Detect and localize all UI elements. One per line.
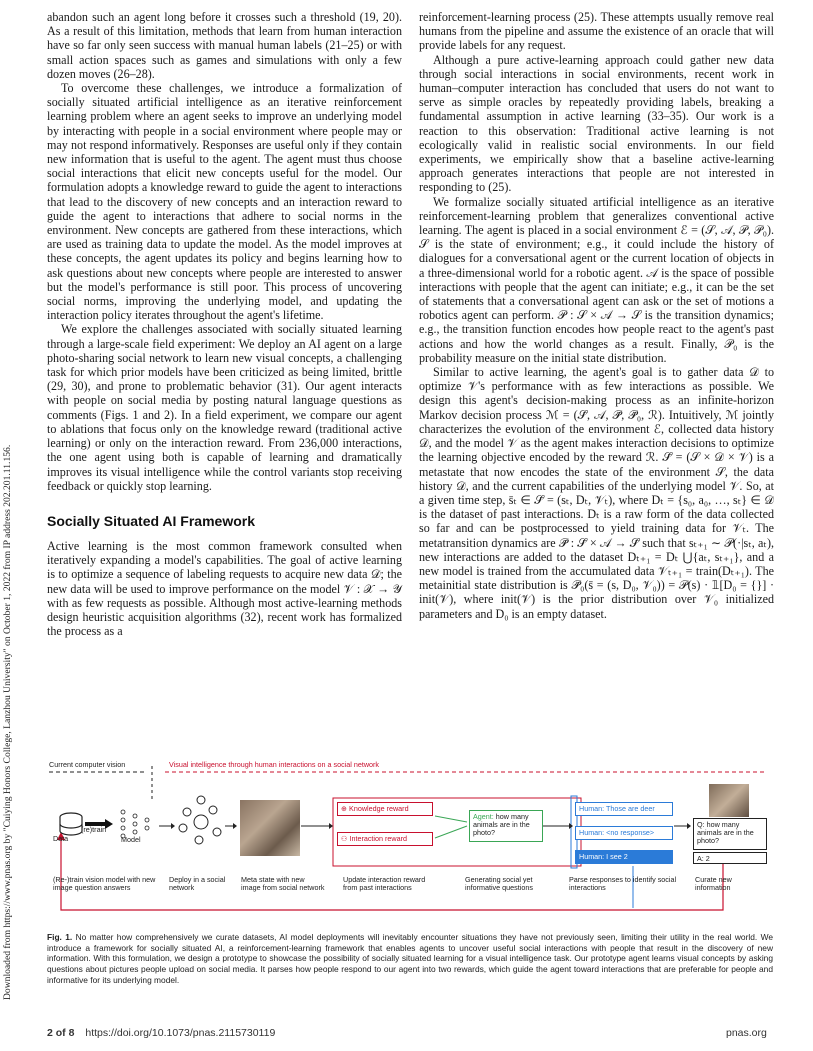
figure-caption xyxy=(47,932,773,986)
step-parse-responses: Parse responses to identify social interactions xyxy=(569,875,677,893)
doi-link[interactable]: https://doi.org/10.1073/pnas.2115730119 xyxy=(85,1027,276,1039)
agent-question: how many animals are in the photo? xyxy=(473,812,530,837)
step-deploy: Deploy in a social network xyxy=(169,875,226,893)
paragraph: Similar to active learning, the agent's goal is to gather data 𝒟 to optimize 𝒱's performance with as few interactions as possible. We design this agent's decision-making process as an infinite-horizon Markov decision process ℳ = (𝒮̄, 𝒜, 𝒫̄, 𝒫̄₀, ℛ). Intuitively, ℳ jointly characterizes the evolution of the environment ℰ, collected data history 𝒟, and the model 𝒱 as the agent makes interaction decisions to optimize the learning objective encoded by the reward ℛ. 𝒮̄ = (𝒮 × 𝒟 × 𝒱) is a metastate that now encodes the state of the environment 𝒮, the data history 𝒟, and the current capabilities of the underlying model 𝒱. So, at a given time step, s̄ₜ ∈ 𝒮̄ = (sₜ, Dₜ, 𝒱ₜ), where Dₜ = {s₀, a₀, …, sₜ} ∈ 𝒟 is the dataset of past interactions. Dₜ is a raw form of the data collected so far and can be postprocessed to yield training data for 𝒱ₜ. The metatransition dynamics are 𝒫̄ : 𝒮̄ × 𝒜 → 𝒮̄ such that sₜ₊₁ ∼ 𝒫(·|sₜ, aₜ), new interactions are added to the dataset Dₜ₊₁ = Dₜ ⋃{aₜ, sₜ₊₁}, and a new model is trained from the accumulated data 𝒱ₜ₊₁ = train(Dₜ₊₁). The metainitial state distribution is 𝒫̄₀(s̄ = (s, D₀, 𝒱₀)) = 𝒫(s) · 𝟙[D₀ = {}] · init(𝒱), where init(𝒱) is the prior distribution over 𝒱₀ initialized parameters and D₀ is an empty dataset. xyxy=(419,365,774,621)
step-update-reward: Update interaction reward from past interactions xyxy=(343,875,426,893)
caption-text: No matter how comprehensively we curate datasets, AI model deployments will inevitably encounter situations they have not previously seen, limiting their utility in the real world. We introduce a framework for socially situated AI, a reinforcement-learning framework that enables agents to uncover useful social interactions with people that result in the discovery of new information. With this formulation, we design a prototype to showcase the possibility of socially situated learning for a visual intelligence task. Our prototype agent learns visual concepts by asking questions about pictures people upload on social media. It parses how people respond to our agent into two rewards, which guide the agent toward interactions that are preferable for people and informative for its underlying model. xyxy=(47,932,773,985)
human-response-3: Human: I see 2 xyxy=(575,850,673,864)
download-sidebar xyxy=(2,300,16,1000)
paragraph: abandon such an agent long before it crosses such a threshold (19, 20). As a result of this limitation, methods that learn from human interaction have so far only seen success with manual human labels (21–25) or with small action spaces such as games and simulations with only a few dozen moves (26–28). xyxy=(47,10,402,81)
step-meta-state: Meta state with new image from social network xyxy=(241,875,325,893)
figure-1 xyxy=(47,760,775,930)
qa-answer-box: A: 2 xyxy=(693,852,767,864)
paragraph: Active learning is the most common framework consulted when iteratively expanding a model's capabilities. The goal of active learning is to optimize a sequence of labeling requests to acquire new data 𝒟; the new data will be used to improve performance on the model 𝒱 : 𝒳 → 𝒴 with as few requests as possible. Although most active-learning methods design heuristic acquisition algorithms (32), recent work has formalized the process as a xyxy=(47,538,402,639)
paragraph: Although a pure active-learning approach could gather new data through social interactions in social environments, recent work in human–computer interaction has concluded that users do not want to serve as simple oracles by repeatedly providing labels, breaking a fundamental assumption in active learning (33–35). Our work is a reaction to this observation: Traditional active learning is not ecologically valid in realistic social environments. In our field experiments, we empirically show that a baseline active-learning approach generates interactions that people are not interested in responding to (25). xyxy=(419,52,774,195)
step-generate-questions: Generating social yet informative questions xyxy=(465,875,533,893)
site-link[interactable]: pnas.org xyxy=(726,1027,767,1039)
section-heading: Socially Situated AI Framework xyxy=(47,512,255,529)
footer-left xyxy=(47,1027,275,1039)
deer-photo xyxy=(240,800,300,856)
model-label: Model xyxy=(121,835,141,844)
human-response-2: Human: <no response> xyxy=(575,826,673,840)
human-response-1: Human: Those are deer xyxy=(575,802,673,816)
qa-question-box: Q: how many animals are in the photo? xyxy=(693,818,767,850)
left-column xyxy=(47,10,402,638)
interaction-reward-label: Interaction reward xyxy=(349,834,407,843)
paragraph: To overcome these challenges, we introduce a formalization of socially situated artificial intelligence as an iterative reinforcement learning problem where an agent seeks to improve an underlying model by interacting with people in a social environment where people may or may not respond informatively. Responses are useful only if they contain new information that is useful to the agent. The agent must thus choose social interactions that elicit new concepts useful for the model. Our formulation adopts a knowledge reward to guide the agent to interactions that lead to the discovery of new concepts and an interaction reward to guide the agent to interactions that adhere to social norms in the environment. New concepts are gathered from these interactions, which are used as training data to update the model. As the model improves at these concepts, the agent updates its policy and begins learning how to ask questions about new concepts where people are interested to answer but the model's performance is still poor. This process of uncovering social norms, improving the underlying model, and updating the interaction policy iterates throughout the agent's lifetime. xyxy=(47,81,402,323)
caption-label: Fig. 1. xyxy=(47,932,73,942)
label-current-cv: Current computer vision xyxy=(49,760,126,769)
agent-question-box xyxy=(469,810,543,842)
paragraph: We formalize socially situated artificial intelligence as an iterative reinforcement-learning problem that generalizes conventional active learning. The agent is placed in a social environment ℰ = (𝒮, 𝒜, 𝒫, 𝒫₀). 𝒮 is the state of environment; e.g., it could include the history of dialogues for a conversational agent or the current location of objects in a three-dimensional world for a robotic agent. 𝒜 is the space of possible interactions with people that the agent can initiate; e.g., it can be the set of statements that a conversational agent can ask or the set of motions a robotics agent can perform. 𝒫 : 𝒮 × 𝒜 → 𝒮 is the transition dynamics; e.g., the transition function encodes how people react to the agent's past actions and how the world changes as a result. Finally, 𝒫₀ is the probability measure on the initial state distribution. xyxy=(419,194,774,365)
agent-prefix: Agent: xyxy=(473,812,494,821)
page-number: 2 of 8 xyxy=(47,1027,75,1039)
interaction-reward-box xyxy=(337,832,433,846)
knowledge-reward-box xyxy=(337,802,433,816)
deer-photo-thumbnail xyxy=(709,784,749,817)
download-notice: Downloaded from https://www.pnas.org by "Cuiying Honors College, Lanzhou University" on October 1, 2022 from IP address 202.201.11.156. xyxy=(2,444,13,1000)
paragraph: reinforcement-learning process (25). These attempts usually remove real humans from the pipeline and assume the existence of an oracle that will provide labels for any request. xyxy=(419,10,774,53)
knowledge-reward-icon: ⊕ xyxy=(341,804,350,813)
step-curate: Curate new information xyxy=(695,875,732,893)
interaction-reward-icon: ⚇ xyxy=(341,834,350,843)
retrain-label: (re)train xyxy=(81,825,107,834)
step-retrain: (Re-)train vision model with new image question answers xyxy=(53,875,156,893)
label-visual-intelligence: Visual intelligence through human interactions on a social network xyxy=(169,760,380,769)
data-label: Data xyxy=(53,834,69,843)
knowledge-reward-label: Knowledge reward xyxy=(349,804,409,813)
right-column xyxy=(419,10,774,621)
paragraph: We explore the challenges associated with socially situated learning through a large-scale field experiment: We deploy an AI agent on a large photo-sharing social network to learn new visual concepts, a challenging task for which prior models have been criticized as being limited, brittle (29, 30), and prone to problematic behavior (31). Our agent interacts with people on social media by posting natural language questions as comments (Figs. 1 and 2). In a field experiment, we compare our agent to ablations that focus only on the knowledge reward (traditional active learning) or only on the interaction reward. From 236,000 interactions, the one agent using both is capable of learning and dramatically improves its visual intelligence while the control variants stop receiving feedback or quickly stop learning. xyxy=(47,322,402,493)
